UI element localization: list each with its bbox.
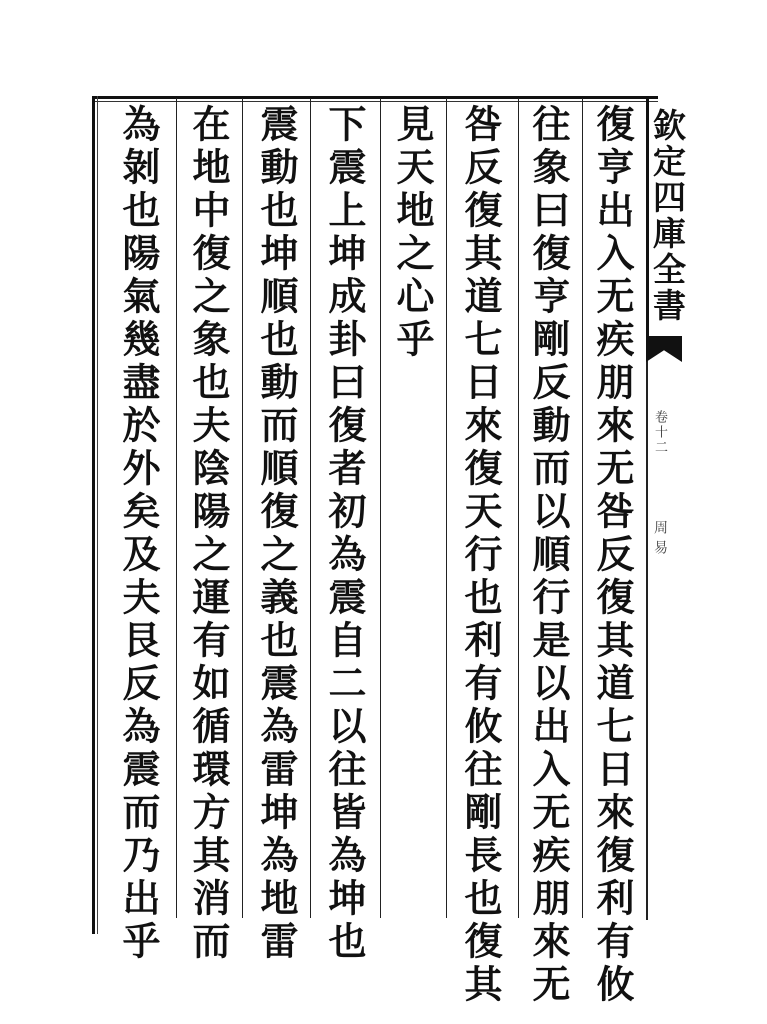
text-column-4: 見天地之心乎 <box>390 104 435 362</box>
text-column-2: 往象曰復亨剛反動而以順行是以出入无疾朋來无 <box>526 104 571 1007</box>
column-rule <box>518 98 519 918</box>
margin-book-title: 欽定四庫全書 <box>648 108 687 324</box>
text-column-7: 在地中復之象也夫陰陽之運有如循環方其消而 <box>186 104 231 964</box>
frame-left-inner-border <box>97 96 98 934</box>
text-column-5: 下震上坤成卦曰復者初為震自二以往皆為坤也 <box>322 104 367 964</box>
column-rule <box>176 98 177 918</box>
text-column-1: 復亨出入无疾朋來无咎反復其道七日來復利有攸 <box>590 104 635 1007</box>
column-rule <box>242 98 243 918</box>
text-column-6: 震動也坤順也動而順復之義也震為雷坤為地雷 <box>254 104 299 964</box>
margin-volume-label: 卷十二 <box>652 410 667 455</box>
text-column-3: 咎反復其道七日來復天行也利有攸往剛長也復其 <box>458 104 503 1007</box>
column-rule <box>446 98 447 918</box>
fish-tail-mark <box>646 336 682 362</box>
frame-left-border <box>92 96 95 934</box>
column-rule <box>310 98 311 918</box>
margin-subtitle: 周易 <box>652 520 668 560</box>
column-rule <box>582 98 583 918</box>
column-rule <box>380 98 381 918</box>
text-column-8: 為剝也陽氣幾盡於外矣及夫艮反為震而乃出乎 <box>116 104 161 964</box>
frame-right-lower-border <box>646 360 648 920</box>
